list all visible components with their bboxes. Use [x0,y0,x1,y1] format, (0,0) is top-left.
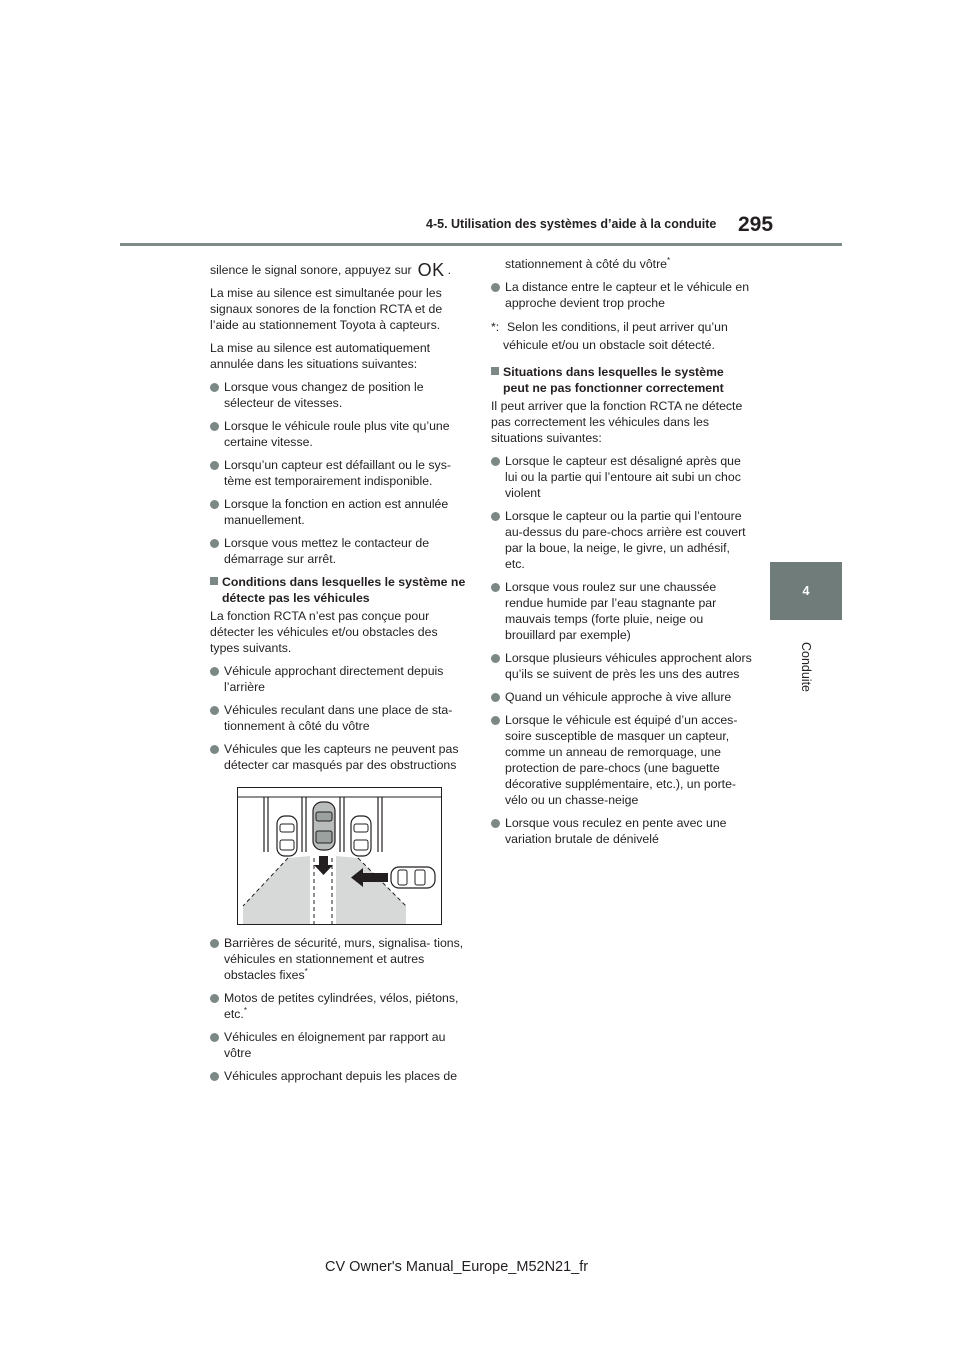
page-footer: CV Owner's Manual_Europe_M52N21_fr [325,1259,589,1275]
paragraph-mute-simultaneous: La mise au silence est simultanée pour les signaux sonores de la fonction RCTA et de l’aide au stationnement Toyota à capteurs. [210,286,443,332]
bullet-dot-icon [491,283,500,292]
left-detection-zone [243,856,310,924]
bullet-item [491,650,753,682]
right-detection-zone [336,856,406,924]
ok-button-symbol: OK [417,260,445,280]
bullet-item [491,279,753,311]
bullet-text: Véhicules que les capteurs ne peuvent pas détecter car masqués par des obstructions [224,742,459,772]
arrow-down-icon [314,856,333,875]
bullet-dot-icon [210,994,219,1003]
section-intro: La fonction RCTA n’est pas conçue pour détecter les véhicules et/ou obstacles des types suivants. [210,609,438,655]
bullet-text: Lorsque le véhicule est équipé d’un acces- soire susceptible de masquer un capteur, comme un anneau de remorquage, une protection de pare-chocs (une baguette décorative supplémentaire, etc.), un porte- vélo ou un chasse-neige [505,713,738,807]
bullet-item [491,453,753,501]
parking-diagram [238,788,441,924]
section-heading-situations [491,364,753,396]
section-heading-conditions [210,574,468,606]
bullet-item [491,689,753,705]
bullet-dot-icon [491,583,500,592]
bullet-dot-icon [210,383,219,392]
square-bullet-icon [210,577,218,585]
bullet-item [491,579,753,643]
footnote-asterisk: * [304,967,308,976]
bullet-item [210,418,468,450]
page-number: 295 [738,213,774,236]
bullet-dot-icon [210,745,219,754]
bullet-dot-icon [210,1033,219,1042]
bullet-text: Véhicules reculant dans une place de sta- tionnement à côté du vôtre [224,703,453,733]
bullet-text: Véhicules en éloignement par rapport au vôtre [224,1030,446,1060]
paragraph-mute-cancel: La mise au silence est automatiquement annulée dans les situations suivantes: [210,341,431,371]
bullet-dot-icon [491,819,500,828]
bullet-dot-icon [210,939,219,948]
bullet-text: Quand un véhicule approche à vive allure [505,690,732,704]
bullet-text: Lorsque le véhicule roule plus vite qu’une certaine vitesse. [224,419,450,449]
bullet-text: Lorsqu’un capteur est défaillant ou le sys- tème est temporairement indisponible. [224,458,451,488]
bullet-item [491,712,753,808]
bullet-text: Véhicule approchant directement depuis l’arrière [224,664,444,694]
footnote [491,318,753,354]
lead-end: . [447,263,452,277]
bullet-item [210,496,468,528]
header-rule [120,243,842,246]
bullet-text: Lorsque vous roulez sur une chaussée rendue humide par l’eau stagnante par mauvais temps (forte pluie, neige ou brouillard par exemple) [505,580,717,642]
bullet-dot-icon [210,667,219,676]
continued-bullet-text [491,256,753,272]
bullet-dot-icon [210,1072,219,1081]
bullet-item [210,935,468,983]
bullet-dot-icon [210,422,219,431]
bullet-item [210,379,468,411]
bullet-dot-icon [210,539,219,548]
bullet-text: Lorsque plusieurs véhicules approchent alors qu’ils se suivent de près les uns des autres [505,651,752,681]
bullet-text: Lorsque vous changez de position le sélecteur de vitesses. [224,380,424,410]
bullet-text: Lorsque le capteur ou la partie qui l’entoure au-dessus du pare-chocs arrière est couvert par la boue, la neige, le givre, un adhésif, etc. [505,509,746,571]
bullet-dot-icon [491,654,500,663]
bullet-text: Motos de petites cylindrées, vélos, piétons, etc. [224,991,459,1021]
bullet-text: Véhicules approchant depuis les places de [224,1069,458,1083]
bullet-item [210,663,468,695]
continued-text: stationnement à côté du vôtre [505,257,668,271]
square-bullet-icon [491,367,499,375]
right-column [491,256,753,854]
heading-text: Situations dans lesquelles le système peut ne pas fonctionner correctement [503,365,724,395]
parked-car-left [277,816,297,856]
bullet-item [210,1068,468,1084]
bullet-item [210,741,468,773]
bullet-text: Lorsque vous mettez le contacteur de démarrage sur arrêt. [224,536,430,566]
bullet-item [210,535,468,567]
chapter-title: Conduite [799,641,813,693]
chapter-tab [770,562,842,620]
bullet-dot-icon [210,706,219,715]
lead-paragraph [210,262,468,278]
left-column [210,262,468,1091]
footnote-mark: *: [491,320,500,334]
bullet-dot-icon [210,461,219,470]
bullet-dot-icon [491,693,500,702]
parked-car-right [351,816,371,856]
parking-lot-illustration [237,787,442,925]
bullet-dot-icon [491,716,500,725]
bullet-item [210,1029,468,1061]
bullet-text: Lorsque la fonction en action est annulée manuellement. [224,497,449,527]
running-header-section: 4-5. Utilisation des systèmes d’aide à la conduite [426,217,717,231]
approaching-vehicle [391,867,435,888]
bullet-text: Lorsque vous reculez en pente avec une variation brutale de dénivelé [505,816,727,846]
bullet-item [491,508,753,572]
lead-text: silence le signal sonore, appuyez sur [210,263,412,277]
bullet-item [210,990,468,1022]
bullet-dot-icon [491,457,500,466]
bullet-dot-icon [491,512,500,521]
bullet-item [210,702,468,734]
bullet-text: La distance entre le capteur et le véhicule en approche devient trop proche [505,280,750,310]
footnote-text: Selon les conditions, il peut arriver qu’un véhicule et/ou un obstacle soit détecté. [503,320,728,352]
heading-text: Conditions dans lesquelles le système ne détecte pas les véhicules [222,575,466,605]
own-vehicle [313,802,335,850]
bullet-text: Barrières de sécurité, murs, signalisa- tions, véhicules en stationnement et autres obstacles fixes [224,936,464,982]
footnote-asterisk: * [243,1006,247,1015]
bullet-item [210,457,468,489]
bullet-text: Lorsque le capteur est désaligné après que lui ou la partie qui l’entoure ait subi un choc violent [505,454,741,500]
section-intro: Il peut arriver que la fonction RCTA ne détecte pas correctement les véhicules dans les situations suivantes: [491,399,743,445]
bullet-item [491,815,753,847]
bullet-dot-icon [210,500,219,509]
chapter-number: 4 [802,584,810,598]
footnote-asterisk: * [667,256,671,265]
